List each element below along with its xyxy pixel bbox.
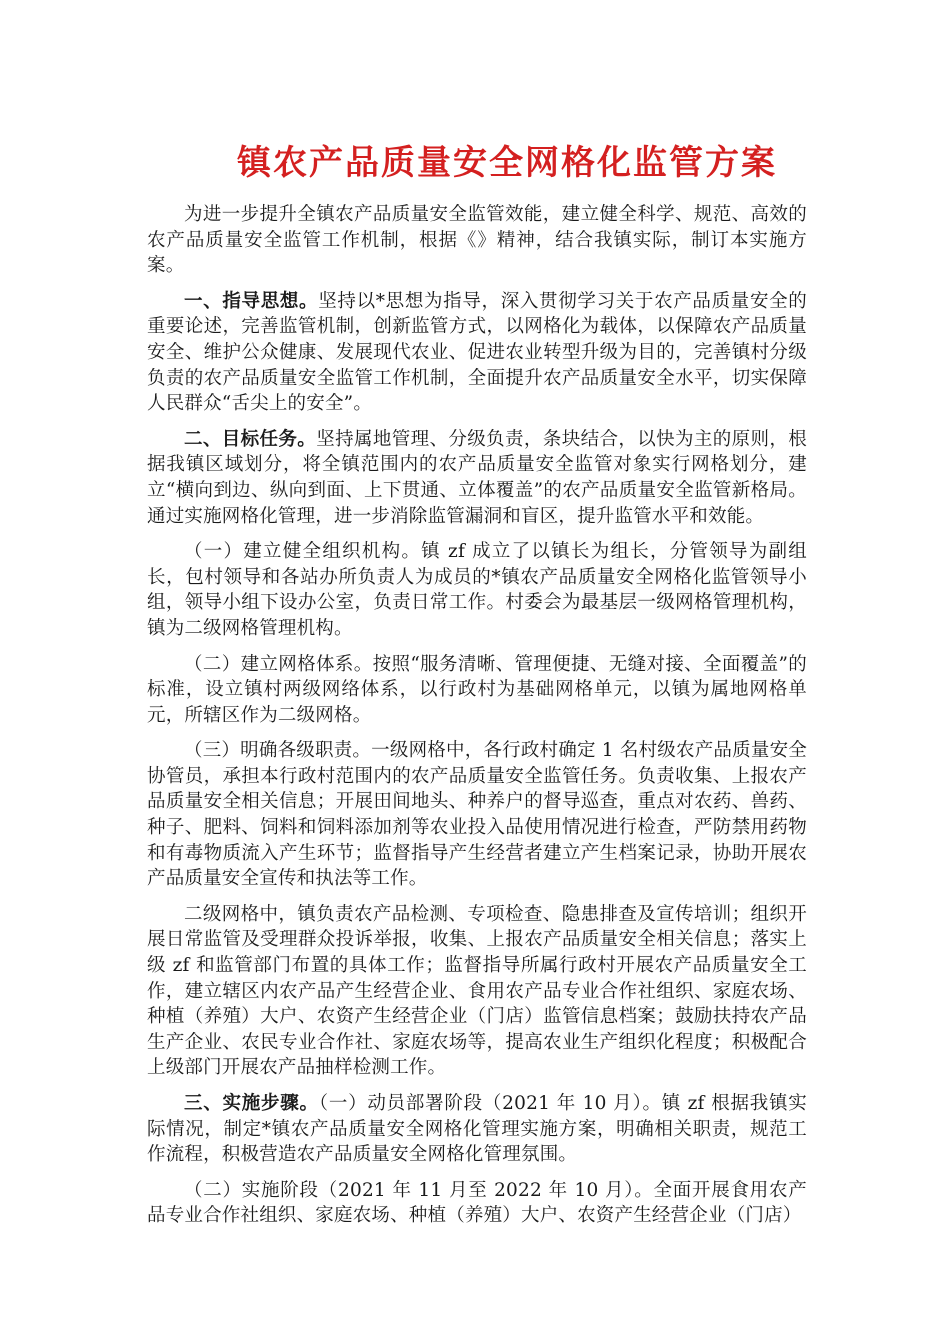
paragraph-organization [147, 539, 807, 641]
paragraph-text: 为进一步提升全镇农产品质量安全监管效能，建立健全科学、规范、高效的农产品质量安全监管工作机制，根据《》精神，结合我镇实际，制订本实施方案。 [147, 204, 807, 277]
paragraph-text: 坚持属地管理、分级负责，条块结合，以快为主的原则，根据我镇区域划分，将全镇范围内的农产品质量安全监管对象实行网格划分，建立“横向到边、纵向到面、上下贯通、立体覆盖”的农产品质量安全监管新格局。通过实施网格化管理，进一步消除监管漏洞和盲区，提升监管水平和效能。 [147, 428, 808, 527]
paragraph-text: （三）明确各级职责。一级网格中，各行政村确定 1 名村级农产品质量安全协管员，承担本行政村范围内的农产品质量安全监管任务。负责收集、上报农产品质量安全相关信息；开展田间地头、种养户的督导巡查，重点对农药、兽药、种子、肥料、饲料和饲料添加剂等农业投入品使用情况进行检查，严防禁用药物和有毒物质流入产生环节；监督指导产生经营者建立产生档案记录，协助开展农产品质量安全宣传和执法等工作。 [147, 740, 807, 890]
paragraph-text: （二）实施阶段（2021 年 11 月至 2022 年 10 月）。全面开展食用农产品专业合作社组织、家庭农场、种植（养殖）大户、农资产生经营企业（门店） [147, 1179, 807, 1227]
paragraph-text: （二）建立网格体系。按照“服务清晰、管理便捷、无缝对接、全面覆盖”的标准，设立镇村两级网络体系，以行政村为基础网格单元，以镇为属地网格单元，所辖区作为二级网格。 [147, 653, 807, 726]
paragraph-goals [147, 427, 807, 529]
paragraph-duties-level2 [147, 902, 807, 1081]
paragraph-text: （一）建立健全组织机构。镇 zf 成立了以镇长为组长，分管领导为副组长，包村领导和各站办所负责人为成员的*镇农产品质量安全网格化监管领导小组，领导小组下设办公室，负责日常工作。村委会为最基层一级网格管理机构，镇为二级网格管理机构。 [147, 541, 807, 639]
paragraph-text: 二级网格中，镇负责农产品检测、专项检查、隐患排查及宣传培训；组织开展日常监管及受理群众投诉举报，收集、上报农产品质量安全相关信息；落实上级 zf 和监管部门布置的具体工作；监督指导所属行政村开展农产品质量安全工作，建立辖区内农产品产生经营企业、食用农产品专业合作社组织、家庭农场、种植（养殖）大户、农资产生经营企业（门店）监管信息档案；鼓励扶持农产品生产企业、农民专业合作社、家庭农场等，提高农业生产组织化程度；积极配合上级部门开展农产品抽样检测工作。 [147, 903, 807, 1079]
document-title: 镇农产品质量安全网格化监管方案 [237, 143, 777, 183]
section-heading: 三、实施步骤。 [184, 1093, 319, 1114]
paragraph-text: 坚持以*思想为指导，深入贯彻学习关于农产品质量安全的重要论述，完善监管机制，创新监管方式，以网格化为载体，以保障农产品质量安全、维护公众健康、发展现代农业、促进农业转型升级为目的，完善镇村分级负责的农产品质量安全监管工作机制，全面提升农产品质量安全水平，切实保障人民群众“舌尖上的安全”。 [147, 290, 807, 415]
section-heading: 一、指导思想。 [184, 290, 319, 312]
section-heading: 二、目标任务。 [184, 428, 317, 450]
paragraph-guiding-ideology [147, 289, 807, 417]
paragraph-duties-level1 [147, 738, 807, 892]
paragraph-implementation-phase [147, 1178, 807, 1229]
paragraph-intro [147, 202, 807, 279]
paragraph-text: （一）动员部署阶段（2021 年 10 月）。镇 zf 根据我镇实际情况，制定*镇农产品质量安全网格化管理实施方案，明确相关职责，规范工作流程，积极营造农产品质量安全网格化管理氛围。 [147, 1093, 807, 1166]
paragraph-implementation-steps [147, 1091, 807, 1168]
paragraph-grid-system [147, 652, 807, 729]
